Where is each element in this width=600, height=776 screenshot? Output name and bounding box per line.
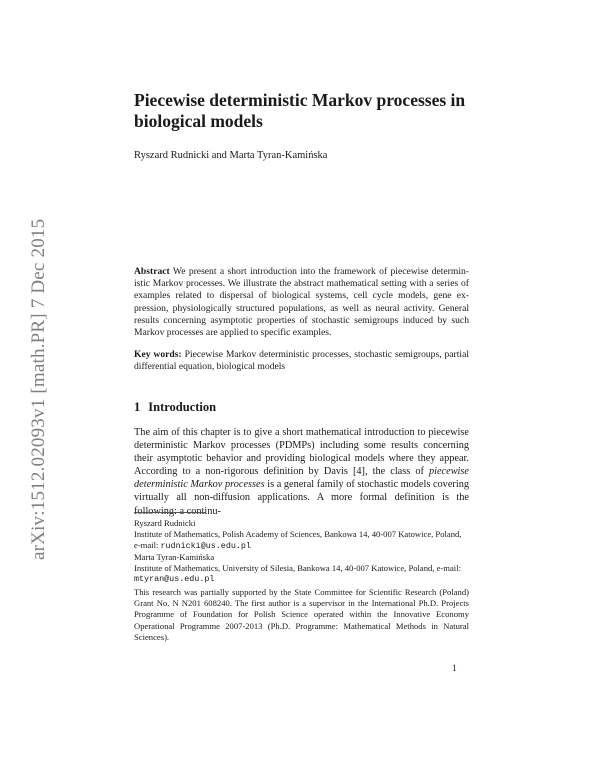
author1-affiliation: Institute of Mathematics, Polish Academy of Sciences, Bankowa 14, 40-007 Katowice, Poland, (134, 529, 462, 540)
footnote-divider (134, 512, 206, 513)
abstract (134, 266, 469, 339)
footnote-author2 (134, 552, 469, 586)
section-number: 1 (134, 400, 141, 414)
arxiv-identifier-stamp: arXiv:1512.02093v1 [math.PR] 7 Dec 2015 (28, 218, 49, 560)
author1-name: Ryszard Rudnicki (134, 518, 196, 528)
intro-text-part1: The aim of this chapter is to give a short mathematical introduction to piecewise deterministic Markov processes (PDMPs) including some results concerning their asymptotic behavior and providing biological models where they appear. According to a non-rigorous definition by Davis [4], the class of (134, 427, 469, 478)
author1-email-line (134, 540, 469, 552)
abstract-label: Abstract (134, 266, 170, 277)
funding-footnote: This research was partially supported by the State Committee for Scientific Research (Poland) Grant No. N N201 608240. The first author is a supervisor in the International Ph.D. Projects Programme of Foundation for Polish Science operated within the Innovative Economy Operational Programme 2007-2013 (Ph.D. Programme: Mathematical Methods in Natural Sciences). (134, 587, 469, 642)
page-number: 1 (452, 664, 457, 674)
footnote-author1 (134, 518, 469, 553)
section-heading-introduction (134, 400, 216, 415)
author1-email[interactable]: rudnicki@us.edu.pl (160, 541, 251, 552)
intro-text-part2: is a general family of stochastic models covering virtually all non-diffusion applications. A more formal definition is the following: a continu- (134, 479, 469, 517)
author1-email-label: e-mail: (134, 540, 161, 551)
keywords-text: Piecewise Markov deterministic processes, stochastic semigroups, partial differential equation, biological models (134, 349, 470, 373)
author2-affiliation: Institute of Mathematics, University of Silesia, Bankowa 14, 40-007 Katowice, Poland, e-mail: (134, 563, 461, 574)
author2-name: Marta Tyran-Kamińska (134, 552, 215, 562)
author2-email[interactable]: mtyran@us.edu.pl (134, 574, 215, 585)
introduction-paragraph (134, 426, 469, 518)
keywords-label: Key words: (134, 349, 182, 360)
intro-emphasis: piecewise deterministic Markov processes (134, 466, 469, 491)
paper-title: Piecewise deterministic Markov processes in biological models (134, 90, 466, 131)
abstract-text: We present a short introduction into the framework of piecewise deterministic Markov processes. We illustrate the abstract mathematical setting with a series of examples related to dispersal of biological systems, cell cycle models, gene expression, physiologically structured populations, as well as neural activity. General results concerning asymptotic properties of stochastic semigroups induced by such Markov processes are applied to specific examples. (134, 266, 469, 339)
keywords (134, 349, 469, 373)
section-title: Introduction (148, 400, 217, 414)
author-list: Ryszard Rudnicki and Marta Tyran-Kamińska (134, 150, 328, 161)
